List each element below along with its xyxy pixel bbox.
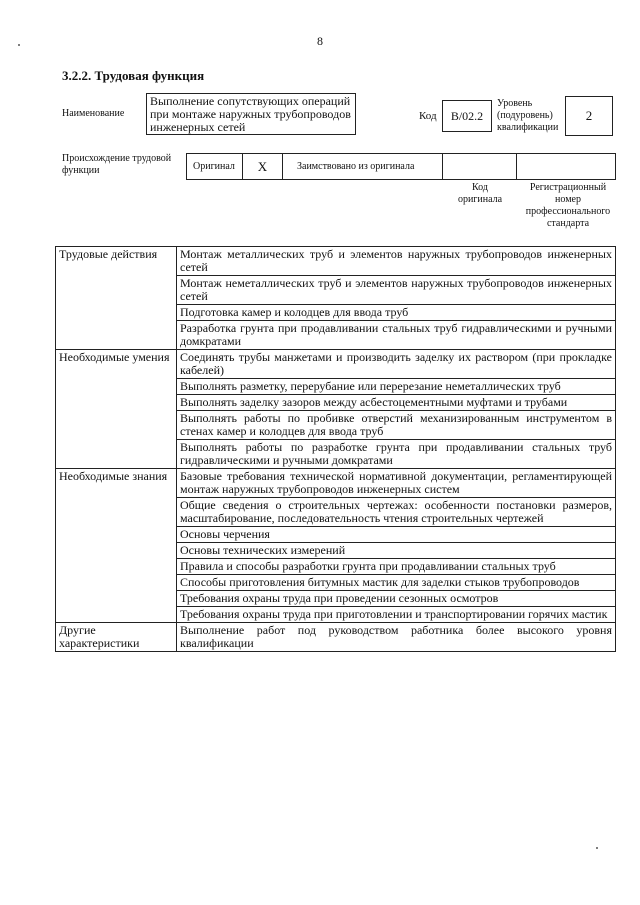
item-cell: Выполнение работ под руководством работника более высокого уровня квалификации [177, 623, 616, 652]
category-cell: Необходимые знания [56, 469, 177, 623]
borrowed-label: Заимствовано из оригинала [297, 161, 415, 172]
table-row [56, 247, 616, 276]
name-label: Наименование [62, 108, 125, 119]
section-title: 3.2.2. Трудовая функция [62, 68, 205, 83]
item-cell: Общие сведения о строительных чертежах: особенности постановки размеров, масштабирование, последовательность чтения строительных чертежей [177, 498, 616, 527]
labor-function-table [55, 246, 616, 652]
level-label: Уровень (подуровень) квалификации [497, 98, 559, 133]
item-cell: Требования охраны труда при проведении сезонных осмотров [177, 591, 616, 607]
category-cell: Другие характеристики [56, 623, 177, 652]
item-cell: Подготовка камер и колодцев для ввода труб [177, 305, 616, 321]
code-original-cell [443, 154, 517, 179]
page-number: 8 [317, 34, 323, 48]
item-cell: Основы черчения [177, 527, 616, 543]
item-cell: Разработка грунта при продавливании стальных труб гидравлическими и ручными домкратами [177, 321, 616, 350]
original-mark-cell [243, 154, 283, 179]
item-cell: Способы приготовления битумных мастик для заделки стыков трубопроводов [177, 575, 616, 591]
item-cell: Основы технических измерений [177, 543, 616, 559]
item-cell: Выполнять заделку зазоров между асбестоцементными муфтами и трубами [177, 395, 616, 411]
borrowed-cell [283, 154, 443, 179]
original-cell [187, 154, 243, 179]
item-cell: Выполнять разметку, перерубание или перерезание неметаллических труб [177, 379, 616, 395]
item-cell: Монтаж металлических труб и элементов наружных трубопроводов инженерных сетей [177, 247, 616, 276]
scan-speck [596, 847, 598, 849]
item-cell: Базовые требования технической нормативной документации, регламентирующей монтаж наружных трубопроводов инженерных систем [177, 469, 616, 498]
function-name-box: Выполнение сопутствующих операций при монтаже наружных трубопроводов инженерных сетей [146, 93, 356, 135]
original-mark: X [257, 158, 268, 174]
item-cell: Выполнять работы по разработке грунта при продавливании стальных труб гидравлическими и ручными домкратами [177, 440, 616, 469]
reg-number-caption: Регистрационный номер профессионального стандарта [525, 182, 611, 229]
item-cell: Выполнять работы по пробивке отверстий механизированным инструментом в стенах камер и колодцев для ввода труб [177, 411, 616, 440]
code-label: Код [419, 110, 437, 122]
item-cell: Правила и способы разработки грунта при продавливании стальных труб [177, 559, 616, 575]
item-cell: Монтаж неметаллических труб и элементов наружных трубопроводов инженерных сетей [177, 276, 616, 305]
table-row [56, 623, 616, 652]
origin-row [186, 153, 616, 180]
origin-label: Происхождение трудовой функции [62, 153, 172, 176]
table-row [56, 469, 616, 498]
function-code-box: В/02.2 [442, 100, 492, 132]
code-original-caption: Код оригинала [457, 182, 503, 205]
table-row [56, 350, 616, 379]
qualification-level-box: 2 [565, 96, 613, 136]
item-cell: Требования охраны труда при приготовлении и транспортировании горячих мастик [177, 607, 616, 623]
category-cell: Необходимые умения [56, 350, 177, 469]
item-cell: Соединять трубы манжетами и производить заделку их раствором (при прокладке кабелей) [177, 350, 616, 379]
category-cell: Трудовые действия [56, 247, 177, 350]
original-label: Оригинал [193, 161, 235, 172]
reg-number-cell [517, 154, 615, 179]
